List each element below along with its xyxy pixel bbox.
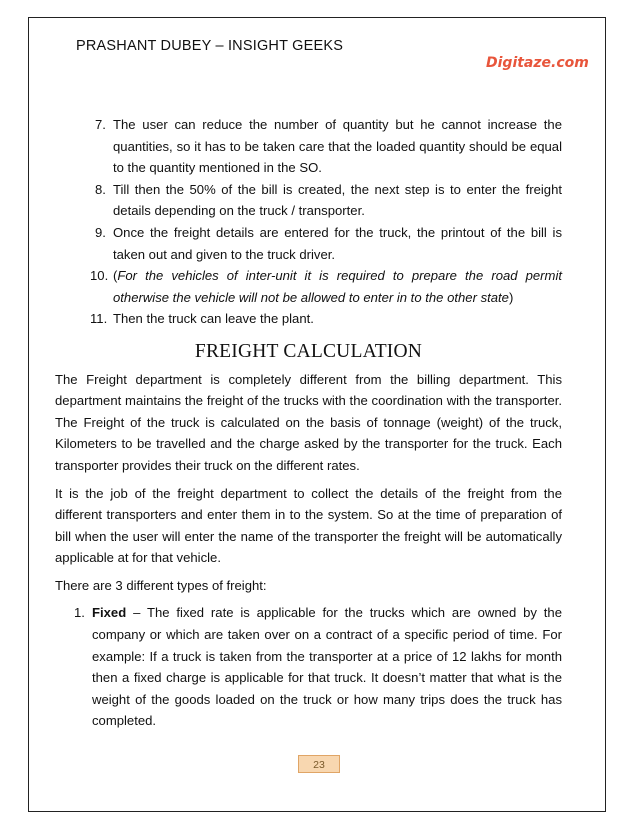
paragraph: It is the job of the freight department to collect the details of the freight from the different transporters and enter them in to the system. So at the time of preparation of bill when the user will enter the name of the transporter the freight will be automatically applicable at for that vehicle. xyxy=(55,485,562,566)
page-number: 23 xyxy=(298,755,340,773)
list-item-text: Once the freight details are entered for the truck, the printout of the bill is taken out and given to the truck driver. xyxy=(113,224,562,262)
steps-list xyxy=(76,114,562,330)
list-item xyxy=(76,114,562,179)
page-content xyxy=(55,114,562,732)
list-item xyxy=(76,222,562,265)
list-number: 11. xyxy=(90,311,108,327)
paren-close: ) xyxy=(508,289,514,305)
list-item-text: The user can reduce the number of quantity but he cannot increase the quantities, so it has to be taken care that the loaded quantity should be equal to the quantity mentioned in the SO. xyxy=(113,117,562,176)
list-item xyxy=(76,308,562,330)
list-item-text: Till then the 50% of the bill is created, the next step is to enter the freight details depending on the truck / transporter. xyxy=(113,181,562,219)
paragraph: The Freight department is completely different from the billing department. This department maintains the freight of the trucks with the coordination with the transporter. The Freight of the truck is calculated on the basis of tonnage (weight) of the truck, Kilometers to be travelled and the charge asked by the transporter for the truck. Each transporter provides their truck on the different rates. xyxy=(55,371,562,473)
freight-types-list xyxy=(55,602,562,732)
list-item-italic-text: For the vehicles of inter-unit it is required to prepare the road permit otherwise the vehicle will not be allowed to enter in to the other state xyxy=(113,268,562,305)
list-item xyxy=(76,179,562,222)
section-body xyxy=(55,341,562,732)
freight-type-text: – The fixed rate is applicable for the trucks which are owned by the company or which are taken over on a contract of a specific period of time. For example: If a truck is taken from the transporter at a price of 12 lakhs for month then a fixed charge is applicable for that truck. It doesn’t matter that what is the weight of the goods loaded on the truck or how many trips does the truck has completed. xyxy=(92,605,562,729)
list-number: 8. xyxy=(95,181,106,197)
paren-open: ( xyxy=(113,268,118,284)
list-number: 9. xyxy=(95,224,106,240)
list-item xyxy=(55,602,562,732)
section-heading: FREIGHT CALCULATION xyxy=(194,340,423,362)
list-number: 10. xyxy=(90,268,109,284)
list-item-text: Then the truck can leave the plant. xyxy=(113,311,314,327)
freight-type-label: Fixed xyxy=(92,605,127,621)
list-number: 1. xyxy=(74,605,85,621)
header-title: PRASHANT DUBEY – INSIGHT GEEKS xyxy=(76,38,344,54)
paragraph: There are 3 different types of freight: xyxy=(55,577,267,593)
list-number: 7. xyxy=(95,117,106,132)
list-item xyxy=(76,265,562,308)
logo: Digitaze.com xyxy=(486,55,589,71)
